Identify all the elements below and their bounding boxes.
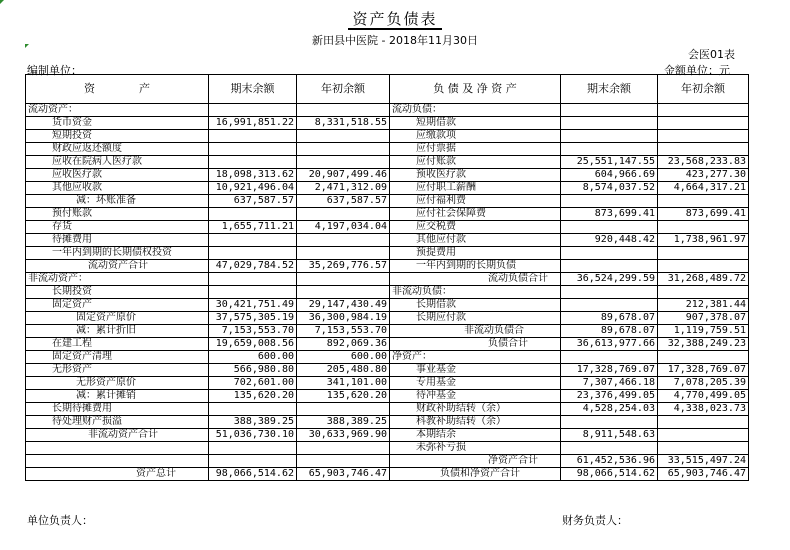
asset-item-label: 流动资产合计 xyxy=(26,260,209,273)
asset-item-label: 减：累计折旧 xyxy=(26,325,209,338)
table-header-row xyxy=(26,75,749,104)
asset-begin-balance-cell: 388,389.25 xyxy=(297,416,390,429)
asset-begin-balance-cell: 637,587.57 xyxy=(297,195,390,208)
asset-item-label xyxy=(26,455,209,468)
liability-begin-balance-cell: 33,515,497.24 xyxy=(658,455,749,468)
asset-end-balance-cell xyxy=(209,455,297,468)
liability-end-balance-cell: 61,452,536.96 xyxy=(561,455,658,468)
liability-item-label: 长期应付款 xyxy=(390,312,561,325)
table-row xyxy=(26,351,749,364)
liability-begin-balance-cell xyxy=(658,130,749,143)
table-row xyxy=(26,286,749,299)
liability-item-label: 未弥补亏损 xyxy=(390,442,561,455)
liability-item-label: 应缴款项 xyxy=(390,130,561,143)
asset-end-balance-cell: 388,389.25 xyxy=(209,416,297,429)
asset-begin-balance-cell: 35,269,776.57 xyxy=(297,260,390,273)
asset-begin-balance-cell: 7,153,553.70 xyxy=(297,325,390,338)
asset-begin-balance-cell: 65,903,746.47 xyxy=(297,468,390,481)
liability-end-balance-cell xyxy=(561,299,658,312)
asset-item-label: 在建工程 xyxy=(26,338,209,351)
table-row xyxy=(26,169,749,182)
asset-end-balance-cell: 135,620.20 xyxy=(209,390,297,403)
liability-end-balance-cell xyxy=(561,416,658,429)
asset-item-label: 货币资金 xyxy=(26,117,209,130)
table-row xyxy=(26,390,749,403)
asset-begin-balance-cell xyxy=(297,143,390,156)
table-row xyxy=(26,104,749,117)
asset-item-label: 减：累计摊销 xyxy=(26,390,209,403)
report-subtitle: 新田县中医院 - 2018年11月30日 xyxy=(312,34,478,47)
asset-begin-balance-cell xyxy=(297,156,390,169)
table-row xyxy=(26,117,749,130)
asset-item-label: 无形资产原价 xyxy=(26,377,209,390)
table-row xyxy=(26,455,749,468)
asset-begin-balance-cell xyxy=(297,247,390,260)
liability-end-balance-cell xyxy=(561,247,658,260)
asset-end-balance-cell xyxy=(209,143,297,156)
asset-begin-balance-cell: 20,907,499.46 xyxy=(297,169,390,182)
asset-item-label: 非流动资产合计 xyxy=(26,429,209,442)
liability-begin-balance-cell xyxy=(658,351,749,364)
liability-item-label: 应付票据 xyxy=(390,143,561,156)
asset-begin-balance-cell xyxy=(297,130,390,143)
liability-end-balance-cell xyxy=(561,442,658,455)
liability-item-label: 流动负债： xyxy=(390,104,561,117)
table-body xyxy=(26,104,749,481)
liability-item-label: 短期借款 xyxy=(390,117,561,130)
table-row xyxy=(26,468,749,481)
liability-item-label: 应付账款 xyxy=(390,156,561,169)
liability-end-balance-cell: 89,678.07 xyxy=(561,325,658,338)
liability-begin-balance-cell: 7,078,205.39 xyxy=(658,377,749,390)
unit-head-signature-label: 单位负责人： xyxy=(27,514,93,527)
liability-item-label: 非流动负债合 xyxy=(390,325,561,338)
asset-item-label: 长期投资 xyxy=(26,286,209,299)
asset-begin-balance-cell xyxy=(297,286,390,299)
liability-item-label: 科教补助结转（余） xyxy=(390,416,561,429)
asset-begin-balance-cell xyxy=(297,403,390,416)
asset-begin-balance-cell: 29,147,430.49 xyxy=(297,299,390,312)
table-row xyxy=(26,260,749,273)
liability-item-label: 应付福利费 xyxy=(390,195,561,208)
liability-begin-balance-cell xyxy=(658,286,749,299)
liability-end-balance-cell xyxy=(561,117,658,130)
asset-item-label: 无形资产 xyxy=(26,364,209,377)
liability-begin-balance-cell: 1,119,759.51 xyxy=(658,325,749,338)
liability-item-label: 事业基金 xyxy=(390,364,561,377)
col-header-liability-begin-balance: 年初余额 xyxy=(658,75,749,104)
finance-head-signature-label: 财务负责人： xyxy=(562,514,628,527)
liability-begin-balance-cell xyxy=(658,117,749,130)
liability-end-balance-cell: 8,911,548.63 xyxy=(561,429,658,442)
liability-begin-balance-cell xyxy=(658,143,749,156)
table-row xyxy=(26,195,749,208)
asset-end-balance-cell xyxy=(209,208,297,221)
asset-item-label: 存货 xyxy=(26,221,209,234)
asset-begin-balance-cell: 8,331,518.55 xyxy=(297,117,390,130)
liability-begin-balance-cell: 907,378.07 xyxy=(658,312,749,325)
liability-end-balance-cell xyxy=(561,260,658,273)
liability-end-balance-cell xyxy=(561,221,658,234)
liability-item-label: 长期借款 xyxy=(390,299,561,312)
table-row xyxy=(26,247,749,260)
liability-end-balance-cell: 4,528,254.03 xyxy=(561,403,658,416)
asset-begin-balance-cell xyxy=(297,104,390,117)
asset-begin-balance-cell: 2,471,312.09 xyxy=(297,182,390,195)
liability-end-balance-cell xyxy=(561,104,658,117)
asset-item-label: 非流动资产： xyxy=(26,273,209,286)
liability-begin-balance-cell: 1,738,961.97 xyxy=(658,234,749,247)
asset-end-balance-cell: 566,980.80 xyxy=(209,364,297,377)
liability-begin-balance-cell: 212,381.44 xyxy=(658,299,749,312)
table-row xyxy=(26,377,749,390)
asset-item-label xyxy=(26,442,209,455)
cell-marker-icon xyxy=(25,44,29,48)
balance-sheet-table xyxy=(25,74,749,481)
asset-begin-balance-cell xyxy=(297,455,390,468)
asset-item-label: 应收医疗款 xyxy=(26,169,209,182)
liability-end-balance-cell: 7,307,466.18 xyxy=(561,377,658,390)
report-title: 资产负债表 xyxy=(0,8,790,29)
liability-item-label: 预提费用 xyxy=(390,247,561,260)
asset-end-balance-cell: 18,098,313.62 xyxy=(209,169,297,182)
asset-end-balance-cell: 16,991,851.22 xyxy=(209,117,297,130)
asset-item-label: 固定资产清理 xyxy=(26,351,209,364)
liability-end-balance-cell: 98,066,514.62 xyxy=(561,468,658,481)
liability-begin-balance-cell: 23,568,233.83 xyxy=(658,156,749,169)
asset-begin-balance-cell: 30,633,969.90 xyxy=(297,429,390,442)
col-header-liability-end-balance: 期末余额 xyxy=(561,75,658,104)
table-row xyxy=(26,156,749,169)
col-header-asset-end-balance: 期末余额 xyxy=(209,75,297,104)
liability-begin-balance-cell xyxy=(658,260,749,273)
asset-end-balance-cell xyxy=(209,104,297,117)
liability-begin-balance-cell xyxy=(658,247,749,260)
asset-end-balance-cell xyxy=(209,403,297,416)
asset-item-label: 预付账款 xyxy=(26,208,209,221)
liability-begin-balance-cell: 31,268,489.72 xyxy=(658,273,749,286)
table-row xyxy=(26,442,749,455)
liability-begin-balance-cell xyxy=(658,221,749,234)
asset-end-balance-cell xyxy=(209,234,297,247)
liability-item-label: 应交税费 xyxy=(390,221,561,234)
liability-end-balance-cell: 89,678.07 xyxy=(561,312,658,325)
asset-begin-balance-cell xyxy=(297,234,390,247)
table-row xyxy=(26,403,749,416)
col-header-liabilities: 负 债 及 净 资 产 xyxy=(390,75,561,104)
asset-begin-balance-cell: 600.00 xyxy=(297,351,390,364)
table-row xyxy=(26,143,749,156)
liability-begin-balance-cell xyxy=(658,442,749,455)
liability-end-balance-cell: 604,966.69 xyxy=(561,169,658,182)
table-row xyxy=(26,364,749,377)
asset-item-label: 短期投资 xyxy=(26,130,209,143)
asset-begin-balance-cell: 135,620.20 xyxy=(297,390,390,403)
col-header-assets: 资 产 xyxy=(26,75,209,104)
liability-end-balance-cell xyxy=(561,130,658,143)
asset-end-balance-cell xyxy=(209,130,297,143)
liability-begin-balance-cell: 32,388,249.23 xyxy=(658,338,749,351)
currency-unit-label: 金额单位：元 xyxy=(664,64,730,77)
liability-end-balance-cell xyxy=(561,143,658,156)
liability-item-label: 应付社会保障费 xyxy=(390,208,561,221)
asset-begin-balance-cell xyxy=(297,273,390,286)
liability-end-balance-cell: 23,376,499.05 xyxy=(561,390,658,403)
liability-end-balance-cell: 17,328,769.07 xyxy=(561,364,658,377)
asset-item-label: 应收在院病人医疗款 xyxy=(26,156,209,169)
table-row xyxy=(26,429,749,442)
form-number: 会医01表 xyxy=(688,48,735,61)
liability-item-label: 负债合计 xyxy=(390,338,561,351)
table-row xyxy=(26,182,749,195)
liability-begin-balance-cell: 65,903,746.47 xyxy=(658,468,749,481)
asset-item-label: 减：坏账准备 xyxy=(26,195,209,208)
liability-begin-balance-cell: 423,277.30 xyxy=(658,169,749,182)
asset-begin-balance-cell xyxy=(297,208,390,221)
table-row xyxy=(26,221,749,234)
asset-begin-balance-cell: 36,300,984.19 xyxy=(297,312,390,325)
asset-end-balance-cell: 600.00 xyxy=(209,351,297,364)
asset-end-balance-cell xyxy=(209,156,297,169)
asset-begin-balance-cell xyxy=(297,442,390,455)
asset-end-balance-cell: 30,421,751.49 xyxy=(209,299,297,312)
liability-item-label: 本期结余 xyxy=(390,429,561,442)
asset-item-label: 长期待摊费用 xyxy=(26,403,209,416)
asset-begin-balance-cell: 341,101.00 xyxy=(297,377,390,390)
liability-begin-balance-cell xyxy=(658,429,749,442)
preparing-unit-label: 编制单位： xyxy=(27,64,82,77)
table-row xyxy=(26,299,749,312)
asset-end-balance-cell: 47,029,784.52 xyxy=(209,260,297,273)
asset-end-balance-cell: 637,587.57 xyxy=(209,195,297,208)
table-row xyxy=(26,130,749,143)
liability-item-label: 财政补助结转（余） xyxy=(390,403,561,416)
liability-end-balance-cell: 36,524,299.59 xyxy=(561,273,658,286)
table-row xyxy=(26,325,749,338)
liability-end-balance-cell: 25,551,147.55 xyxy=(561,156,658,169)
liability-item-label: 净资产合计 xyxy=(390,455,561,468)
liability-item-label: 专用基金 xyxy=(390,377,561,390)
table-row xyxy=(26,416,749,429)
asset-item-label: 一年内到期的长期债权投资 xyxy=(26,247,209,260)
cell-marker-icon xyxy=(0,0,4,4)
col-header-asset-begin-balance: 年初余额 xyxy=(297,75,390,104)
liability-begin-balance-cell xyxy=(658,416,749,429)
liability-end-balance-cell: 920,448.42 xyxy=(561,234,658,247)
liability-end-balance-cell: 36,613,977.66 xyxy=(561,338,658,351)
table-row xyxy=(26,208,749,221)
asset-end-balance-cell xyxy=(209,442,297,455)
liability-item-label: 负债和净资产合计 xyxy=(390,468,561,481)
asset-item-label: 财政应返还额度 xyxy=(26,143,209,156)
liability-item-label: 净资产： xyxy=(390,351,561,364)
asset-end-balance-cell: 7,153,553.70 xyxy=(209,325,297,338)
liability-item-label: 一年内到期的长期负债 xyxy=(390,260,561,273)
asset-item-label: 固定资产原价 xyxy=(26,312,209,325)
table-row xyxy=(26,312,749,325)
table-row xyxy=(26,273,749,286)
asset-end-balance-cell: 19,659,008.56 xyxy=(209,338,297,351)
liability-item-label: 应付职工薪酬 xyxy=(390,182,561,195)
liability-end-balance-cell xyxy=(561,351,658,364)
liability-item-label: 待冲基金 xyxy=(390,390,561,403)
liability-end-balance-cell: 8,574,037.52 xyxy=(561,182,658,195)
asset-end-balance-cell: 10,921,496.04 xyxy=(209,182,297,195)
asset-end-balance-cell xyxy=(209,247,297,260)
liability-item-label: 其他应付款 xyxy=(390,234,561,247)
asset-end-balance-cell xyxy=(209,273,297,286)
liability-item-label: 预收医疗款 xyxy=(390,169,561,182)
asset-item-label: 资产总计 xyxy=(26,468,209,481)
asset-end-balance-cell: 702,601.00 xyxy=(209,377,297,390)
liability-begin-balance-cell xyxy=(658,195,749,208)
liability-end-balance-cell: 873,699.41 xyxy=(561,208,658,221)
asset-item-label: 待处理财产损溢 xyxy=(26,416,209,429)
liability-end-balance-cell xyxy=(561,286,658,299)
asset-begin-balance-cell: 205,480.80 xyxy=(297,364,390,377)
liability-end-balance-cell xyxy=(561,195,658,208)
liability-item-label: 非流动负债： xyxy=(390,286,561,299)
asset-begin-balance-cell: 892,069.36 xyxy=(297,338,390,351)
asset-end-balance-cell: 37,575,305.19 xyxy=(209,312,297,325)
liability-begin-balance-cell: 4,664,317.21 xyxy=(658,182,749,195)
asset-begin-balance-cell: 4,197,034.04 xyxy=(297,221,390,234)
asset-item-label: 其他应收款 xyxy=(26,182,209,195)
liability-begin-balance-cell: 4,338,023.73 xyxy=(658,403,749,416)
asset-end-balance-cell: 51,036,730.10 xyxy=(209,429,297,442)
asset-item-label: 流动资产： xyxy=(26,104,209,117)
asset-item-label: 待摊费用 xyxy=(26,234,209,247)
table-row xyxy=(26,234,749,247)
asset-end-balance-cell: 1,655,711.21 xyxy=(209,221,297,234)
liability-begin-balance-cell xyxy=(658,104,749,117)
liability-begin-balance-cell: 17,328,769.07 xyxy=(658,364,749,377)
asset-end-balance-cell: 98,066,514.62 xyxy=(209,468,297,481)
table-row xyxy=(26,338,749,351)
liability-begin-balance-cell: 873,699.41 xyxy=(658,208,749,221)
asset-end-balance-cell xyxy=(209,286,297,299)
liability-begin-balance-cell: 4,770,499.05 xyxy=(658,390,749,403)
asset-item-label: 固定资产 xyxy=(26,299,209,312)
liability-item-label: 流动负债合计 xyxy=(390,273,561,286)
